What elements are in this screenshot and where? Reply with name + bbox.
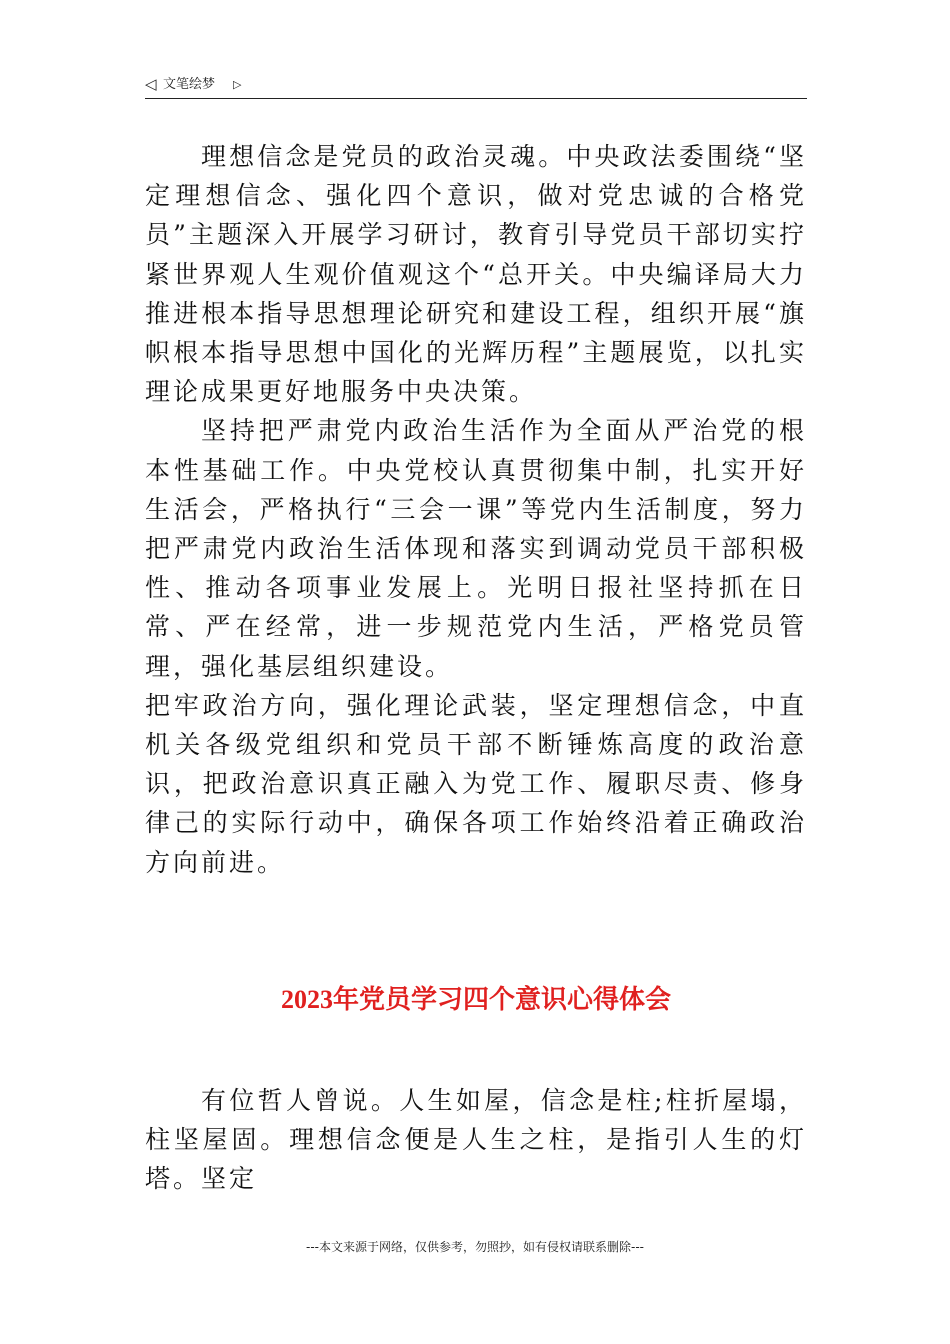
body-text [145, 137, 807, 882]
paragraph-3: 把牢政治方向，强化理论武装，坚定理想信念，中直机关各级党组织和党员干部不断锤炼高度的政治意识，把政治意识真正融入为党工作、履职尽责、修身律己的实际行动中，确保各项工作始终沿着正确政治方向前进。 [145, 690, 807, 877]
left-triangle-icon: ◁ [145, 75, 157, 93]
paragraph-1: 理想信念是党员的政治灵魂。中央政法委围绕“坚定理想信念、强化四个意识，做对党忠诚的合格党员”主题深入开展学习研讨，教育引导党员干部切实拧紧世界观人生观价值观这个“总开关。中央编译局大力推进根本指导思想理论研究和建设工程，组织开展“旗帜根本指导思想中国化的光辉历程”主题展览，以扎实理论成果更好地服务中央决策。 [145, 142, 807, 407]
page-header [145, 74, 807, 99]
section-body [145, 1081, 807, 1199]
section-title: 2023年党员学习四个意识心得体会 [280, 985, 671, 1014]
page-footer: ---本文来源于网络，仅供参考，勿照抄，如有侵权请联系删除--- [306, 1240, 644, 1254]
paragraph-2: 坚持把严肃党内政治生活作为全面从严治党的根本性基础工作。中央党校认真贯彻集中制，扎实开好生活会，严格执行“三会一课”等党内生活制度，努力把严肃党内政治生活体现和落实到调动党员干部积极性、推动各项事业发展上。光明日报社坚持抓在日常、严在经常，进一步规范党内生活，严格党员管理，强化基层组织建设。 [145, 416, 807, 681]
paragraph-4: 有位哲人曾说。人生如屋，信念是柱;柱折屋塌，柱坚屋固。理想信念便是人生之柱，是指引人生的灯塔。坚定 [145, 1086, 807, 1194]
right-triangle-icon: ▷ [233, 78, 242, 91]
header-brand: 文笔绘梦 [163, 77, 216, 92]
